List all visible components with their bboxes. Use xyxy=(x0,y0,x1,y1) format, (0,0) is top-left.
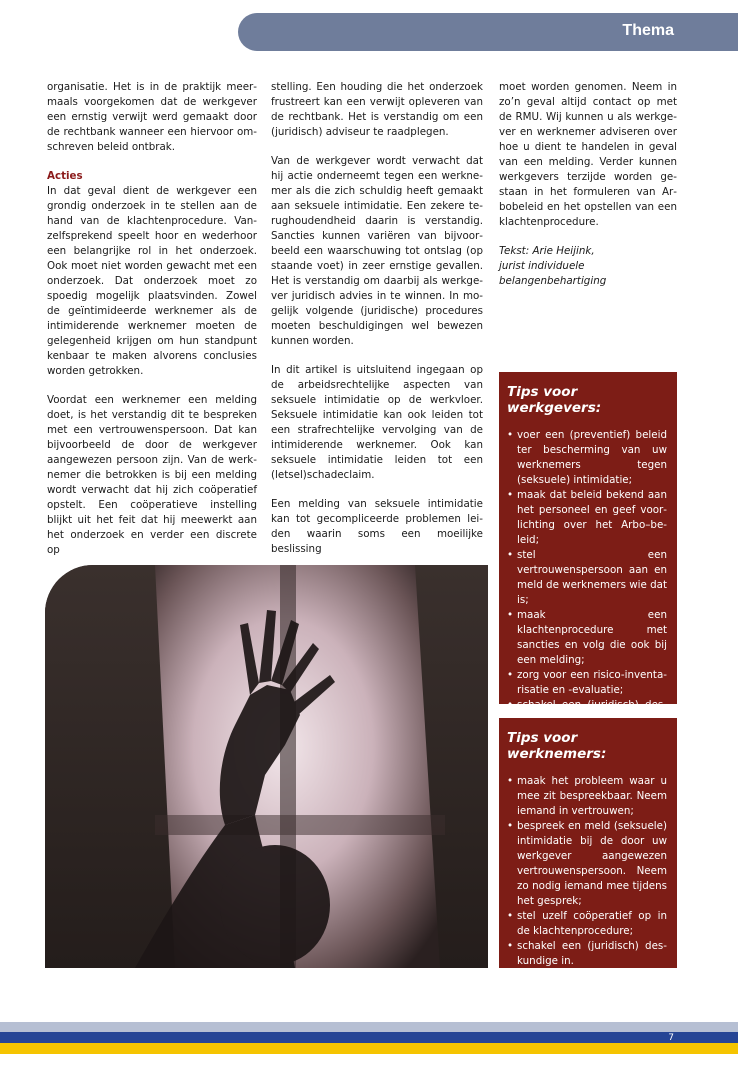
footer-stripe-yellow xyxy=(0,1043,738,1054)
footer-stripe-blue xyxy=(0,1032,738,1043)
bullet-icon: • xyxy=(507,429,514,441)
credit-line: jurist individuele xyxy=(499,260,585,272)
tips-werknemers-title: Tips voor werknemers: xyxy=(507,730,607,762)
paragraph: stelling. Een houding die het onderzoek frustreert kan een verwijt opleveren van de rechtbank. Het is verstandig om een (juridisch) adviseur te raadplegen. xyxy=(271,81,483,138)
list-item: • maak het probleem waar u mee zit bespreekbaar. Neem iemand in vertrouwen; xyxy=(507,775,667,817)
author-credit xyxy=(499,244,677,289)
list-item: • zorg voor een risico-inventarisatie en -evaluatie; xyxy=(507,669,667,696)
section-title: Thema xyxy=(622,22,674,39)
paragraph: In dit artikel is uitsluitend ingegaan op de arbeidsrechtelijke aspecten van seksuele intimidatie op de werkvloer. Seksuele intimidatie kan ook leiden tot een strafrechtelijke vervolging van de intimiderende werknemer. Ook kan seksuele intimidatie leiden tot een (letsel)schadeclaim. xyxy=(271,364,483,481)
subheading-acties: Acties xyxy=(47,170,83,182)
bullet-icon: • xyxy=(507,775,514,787)
tips-werkgevers-title: Tips voor werkgevers: xyxy=(507,384,602,416)
paragraph: Voordat een werknemer een melding doet, is het verstandig dit te bespreken met een vertrouwenspersoon. Dat kan bijvoorbeeld de door de werkgever aangewezen persoon zijn. Van de werknemer die betrokken is bij een melding wordt verwacht dat hij zich coöperatief opstelt. Een coöperatieve instelling blijkt uit het feit dat hij meewerkt aan het onderzoek en verder een discrete op xyxy=(47,394,257,556)
page-number: 7 xyxy=(668,1033,674,1043)
list-item: • maak een klachtenprocedure met sancties en volg die ook bij een melding; xyxy=(507,609,667,666)
hand-shadow-photo xyxy=(45,565,488,968)
tips-werknemers-box xyxy=(499,718,677,968)
bullet-icon: • xyxy=(507,549,514,561)
bullet-icon: • xyxy=(507,489,514,501)
photo-illustration xyxy=(45,565,488,968)
bullet-icon: • xyxy=(507,609,514,621)
bullet-icon: • xyxy=(507,699,514,711)
credit-line: Tekst: Arie Heijink, xyxy=(499,245,595,257)
bullet-icon: • xyxy=(507,820,514,832)
list-item: • bespreek en meld (seksuele) intimidatie bij de door uw werkgever aangewezen vertrouwenspersoon. Neem zo nodig iemand mee tijdens het gesprek; xyxy=(507,820,667,907)
tips-werkgevers-box xyxy=(499,372,677,711)
bullet-icon: • xyxy=(507,910,514,922)
bullet-icon: • xyxy=(507,940,514,952)
text-column-1 xyxy=(47,80,257,572)
list-item: • voer een (preventief) beleid ter bescherming van uw werknemers tegen (seksuele) intimidatie; xyxy=(507,429,667,486)
list-item: • stel uzelf coöperatief op in de klachtenprocedure; xyxy=(507,910,667,937)
paragraph: Van de werkgever wordt verwacht dat hij actie onderneemt tegen een werknemer als die zich schuldig heeft gemaakt aan seksuele intimidatie. Een zekere terughoudendheid daarin is verstandig. Sancties kunnen variëren van bijvoorbeeld een waarschuwing tot ontslag (op staande voet) in zeer ernstige gevallen. Het is verstandig om daarbij als werkgever juridisch advies in te winnen. In mogelijk volgende (juridische) procedures moeten beschuldigingen wel bewezen kunnen worden. xyxy=(271,155,483,347)
paragraph: organisatie. Het is in de praktijk meermaals voorgekomen dat de werkgever een ernstig verwijt werd gemaakt door de rechtbank wanneer een hiervoor omschreven beleid ontbrak. xyxy=(47,81,257,153)
list-item: • stel een vertrouwenspersoon aan en meld de werknemers wie dat is; xyxy=(507,549,668,606)
paragraph: In dat geval dient de werkgever een grondig onderzoek in te stellen aan de hand van de klachtenprocedure. Vanzelfsprekend speelt hoor en wederhoor een belangrijke rol in het onderzoek. Ook moet niet worden gewacht met een onderzoek. Dat onderzoek moet zo spoedig mogelijk plaatsvinden. Zowel de geïntimideerde werknemer als de intimiderende werknemer moeten de gelegenheid krijgen om hun standpunt kenbaar te maken alvorens conclusies worden getrokken. xyxy=(47,185,257,377)
text-column-3 xyxy=(499,80,677,303)
credit-line: belangenbehartiging xyxy=(499,275,607,287)
text-column-2 xyxy=(271,80,483,571)
list-item: • maak dat beleid bekend aan het personeel en geef voorlichting over het Arbo–beleid; xyxy=(507,489,667,546)
footer-stripe-light xyxy=(0,1022,738,1032)
list-item: • schakel een (juridisch) des xyxy=(507,699,667,711)
bullet-icon: • xyxy=(507,669,514,681)
paragraph: moet worden genomen. Neem in zo’n geval altijd contact op met de RMU. Wij kunnen u als werkgever en werknemer adviseren over hoe u dient te handelen in geval van een melding. Verder kunnen werkgevers terzijde worden gestaan in het formuleren van Arbobeleid en het opstellen van een klachtenprocedure. xyxy=(499,81,677,228)
tips-werknemers-list xyxy=(507,774,667,969)
paragraph: Een melding van seksuele intimidatie kan tot gecompliceerde problemen leiden waarin soms een moeilijke beslissing xyxy=(271,498,483,555)
tips-werkgevers-list xyxy=(507,428,667,728)
list-item: • schakel een (juridisch) deskundige in. xyxy=(507,940,667,967)
